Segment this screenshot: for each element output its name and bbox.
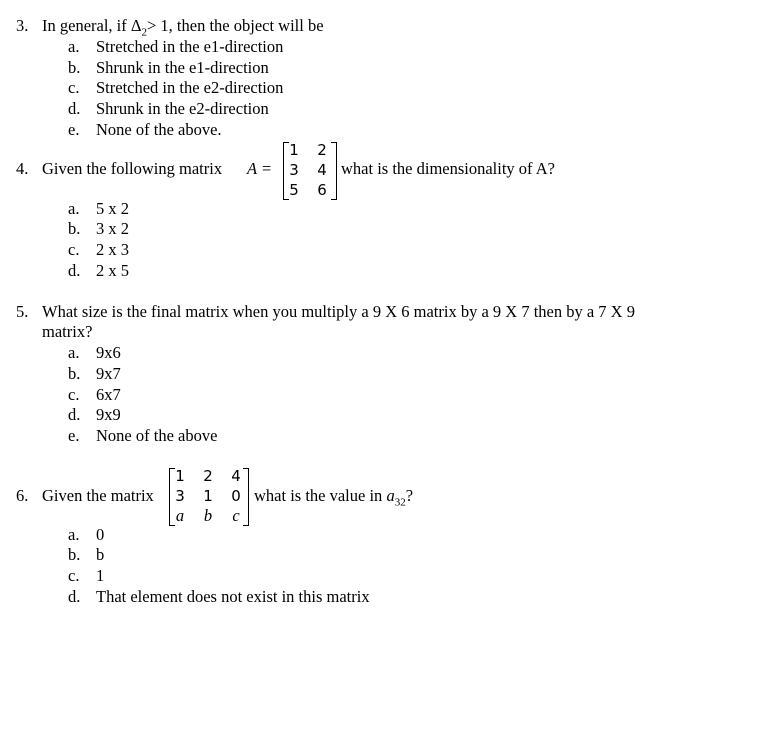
q3-option-d-text: Shrunk in the e2-direction xyxy=(96,99,269,118)
question-6-stem-post-text: what is the value in xyxy=(254,486,383,505)
matrix-cell: 4 xyxy=(317,161,327,179)
question-4-number: 4. xyxy=(16,159,29,178)
matrix-right-bracket xyxy=(331,142,337,200)
matrix-cell: 5 xyxy=(289,181,299,199)
q3-option-e-letter: e. xyxy=(68,120,80,139)
q3-option-c-letter: c. xyxy=(68,78,80,97)
element-end: ? xyxy=(405,486,414,505)
matrix-cell: 2 xyxy=(203,467,213,485)
q6-option-a-text: 0 xyxy=(96,525,105,544)
question-5-stem-line1: What size is the final matrix when you multiply a 9 X 6 matrix by a 9 X 7 then by a 7 X 9 xyxy=(42,302,635,321)
q6-option-d-letter: d. xyxy=(68,587,81,606)
q6-option-b-letter: b. xyxy=(68,545,81,564)
matrix-cell: 0 xyxy=(231,487,241,505)
question-4-matrix xyxy=(283,140,337,200)
q4-option-c-text: 2 x 3 xyxy=(96,240,129,259)
q4-option-b-text: 3 x 2 xyxy=(96,219,129,238)
matrix-cell: 3 xyxy=(175,487,185,505)
question-3-stem-post: > 1, then the object will be xyxy=(146,16,324,35)
q4-option-a-text: 5 x 2 xyxy=(96,199,129,218)
question-3-number: 3. xyxy=(16,16,29,35)
question-6-stem-post xyxy=(254,486,413,512)
matrix-cell: 1 xyxy=(203,487,213,505)
question-3-stem-pre: In general, if Δ xyxy=(42,16,142,35)
q3-option-e-text: None of the above. xyxy=(96,120,222,139)
matrix-cell: b xyxy=(203,506,213,525)
question-4-stem-post: what is the dimensionality of A? xyxy=(341,159,556,178)
matrix-cell: a xyxy=(175,506,185,525)
q4-option-d-letter: d. xyxy=(68,261,81,280)
q6-option-a-letter: a. xyxy=(68,525,80,544)
q5-option-b-letter: b. xyxy=(68,364,81,383)
question-4-matrix-label: A = xyxy=(247,159,273,178)
matrix-right-bracket xyxy=(243,468,249,526)
matrix-cell: c xyxy=(232,506,240,525)
q5-option-b-text: 9x7 xyxy=(96,364,121,383)
q4-option-b-letter: b. xyxy=(68,219,81,238)
question-4-stem-pre: Given the following matrix xyxy=(42,159,223,178)
q3-option-c-text: Stretched in the e2-direction xyxy=(96,78,284,97)
q5-option-e-text: None of the above xyxy=(96,426,218,445)
element-subscript: 32 xyxy=(394,496,406,509)
q4-option-a-letter: a. xyxy=(68,199,80,218)
q3-option-a-text: Stretched in the e1-direction xyxy=(96,37,284,56)
question-5-stem-line2: matrix? xyxy=(42,322,93,341)
matrix-cell: 4 xyxy=(231,467,241,485)
element-variable: a xyxy=(386,486,395,505)
q6-option-d-text: That element does not exist in this matrix xyxy=(96,587,370,606)
q5-option-d-text: 9x9 xyxy=(96,405,121,424)
q4-option-c-letter: c. xyxy=(68,240,80,259)
q5-option-c-text: 6x7 xyxy=(96,385,121,404)
question-6-number: 6. xyxy=(16,486,29,505)
q5-option-c-letter: c. xyxy=(68,385,80,404)
question-5-number: 5. xyxy=(16,302,29,321)
question-6-stem-pre: Given the matrix xyxy=(42,486,154,505)
q3-option-a-letter: a. xyxy=(68,37,80,56)
q5-option-d-letter: d. xyxy=(68,405,81,424)
q3-option-b-letter: b. xyxy=(68,58,81,77)
question-6-matrix xyxy=(169,466,249,526)
matrix-cell: 2 xyxy=(317,141,327,159)
q3-option-d-letter: d. xyxy=(68,99,81,118)
q4-option-d-text: 2 x 5 xyxy=(96,261,129,280)
q5-option-e-letter: e. xyxy=(68,426,80,445)
matrix-cell: 3 xyxy=(289,161,299,179)
question-3-stem-sub: 2 xyxy=(141,26,147,39)
q6-option-c-text: 1 xyxy=(96,566,105,585)
q5-option-a-letter: a. xyxy=(68,343,80,362)
matrix-cell: 6 xyxy=(317,181,327,199)
matrix-cell: 1 xyxy=(289,141,299,159)
q3-option-b-text: Shrunk in the e1-direction xyxy=(96,58,269,77)
matrix-cell: 1 xyxy=(175,467,185,485)
q6-option-b-text: b xyxy=(96,545,105,564)
q5-option-a-text: 9x6 xyxy=(96,343,121,362)
q6-option-c-letter: c. xyxy=(68,566,80,585)
